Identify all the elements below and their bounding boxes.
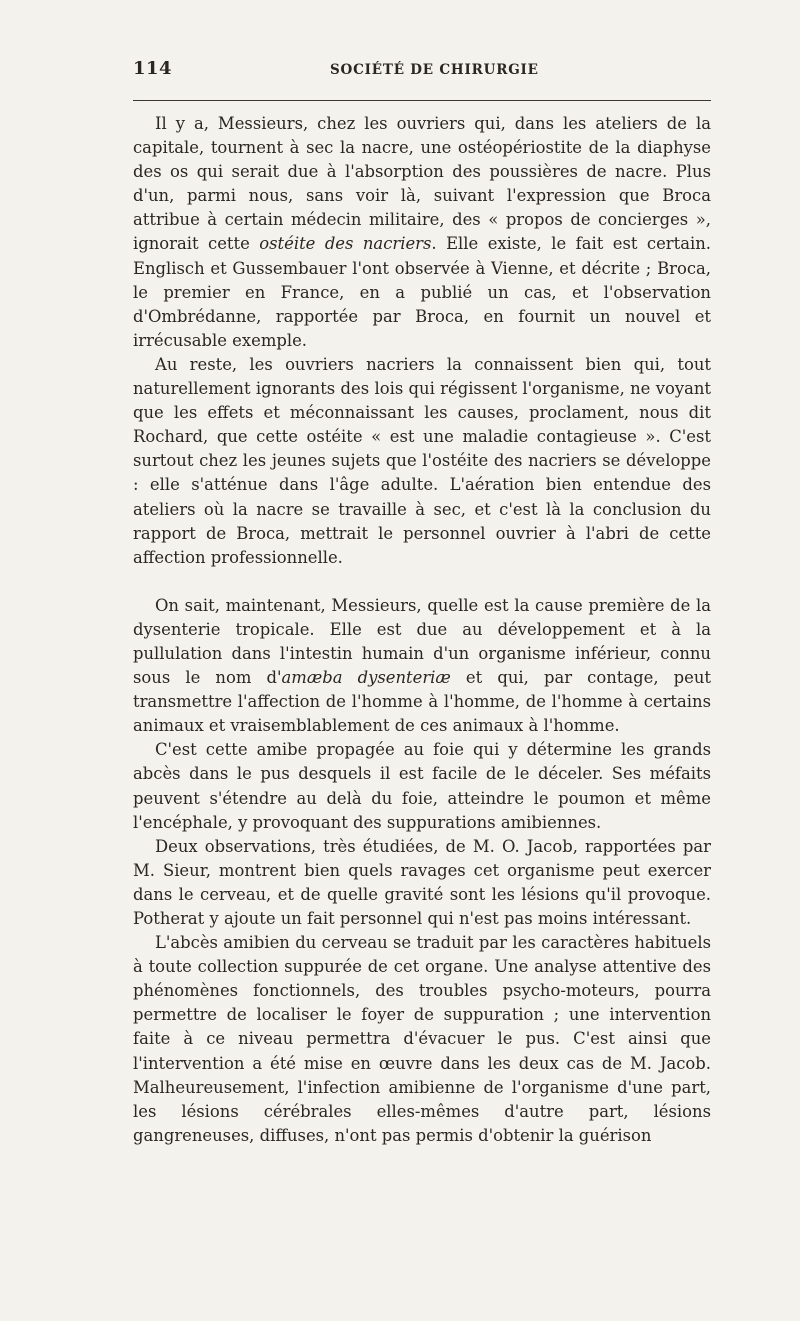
- paragraph-nacriers-workers: Au reste, les ouvriers nacriers la connaissent bien qui, tout naturellement ignorants des lois qui régissent l'organisme, ne voyant que les effets et méconnaissant les causes, proclament, nous dit Rochard, que cette ostéite « est une maladie contagieuse ». C'est surtout chez les jeunes sujets que l'ostéite des nacriers se développe : elle s'atténue dans l'âge adulte. L'aération bien entendue des ateliers où la nacre se travaille à sec, et c'est là la conclusion du rapport de Broca, mettrait le personnel ouvrier à l'abri de cette affection professionnelle.: [133, 354, 711, 567]
- paragraph-dysentery: [133, 594, 711, 739]
- paragraph-text: et qui, par contage, peut transmettre l'affection de l'homme à l'homme, de l'homme à certains animaux et vraisemblablement de ces animaux à l'homme.: [133, 668, 711, 736]
- paragraph-text: On sait, maintenant, Messieurs, quelle est la cause première de la dysenterie tropicale. Elle est due au développement et à la pullulation dans l'intestin humain d'un organisme inférieur, connu sous le nom d': [133, 595, 711, 688]
- page-number: 114: [133, 58, 173, 79]
- header-rule: [133, 100, 711, 101]
- body-text: [133, 112, 711, 1148]
- paragraph-jacob-observations: Deux observations, très étudiées, de M. O. Jacob, rapportées par M. Sieur, montrent bien quels ravages cet organisme peut exercer dans le cerveau, et de quelle gravité sont les lésions qu'il provoque. Potherat y ajoute un fait personnel qui n'est pas moins intéressant.: [133, 836, 711, 928]
- italic-term: ostéite des nacriers: [259, 234, 432, 254]
- paragraph-text: Il y a, Messieurs, chez les ouvriers qui, dans les ateliers de la capitale, tournent à sec la nacre, une ostéopériostite de la diaphyse des os qui serait due à l'absorption des poussières de nacre. Plus d'un, parmi nous, sans voir là, suivant l'expression que Broca attribue à certain médecin militaire, des « propos de concierges », ignorait cette: [133, 114, 711, 254]
- paragraph-nacriers-intro: [133, 112, 711, 353]
- running-title: SOCIÉTÉ DE CHIRURGIE: [330, 62, 539, 78]
- italic-term: amæba dysenteriæ: [281, 668, 451, 688]
- paragraph-brain-abscess: L'abcès amibien du cerveau se traduit par les caractères habituels à toute collection suppurée de cet organe. Une analyse attentive des phénomènes fonctionnels, des troubles psycho-moteurs, pourra permettre de localiser le foyer de suppuration ; une intervention faite à ce niveau permettra d'évacuer le pus. C'est ainsi que l'intervention a été mise en œuvre dans les deux cas de M. Jacob. Malheureusement, l'infection amibienne de l'organisme d'une part, les lésions cérébrales elles-mêmes d'autre part, lésions gangreneuses, diffuses, n'ont pas permis d'obtenir la guérison: [133, 933, 711, 1145]
- paragraph-amoeba-liver: C'est cette amibe propagée au foie qui y détermine les grands abcès dans le pus desquels il est facile de le déceler. Ses méfaits peuvent s'étendre au delà du foie, atteindre le poumon et même l'encéphale, y provoquant des suppurations amibiennes.: [133, 740, 711, 832]
- paragraph-text: . Elle existe, le fait est certain. Englisch et Gussembauer l'ont observée à Vienne, et décrite ; Broca, le premier en France, en a publié un cas, et l'observation d'Ombrédanne, rapportée par Broca, en fournit un nouvel et irrécusable exemple.: [133, 234, 711, 350]
